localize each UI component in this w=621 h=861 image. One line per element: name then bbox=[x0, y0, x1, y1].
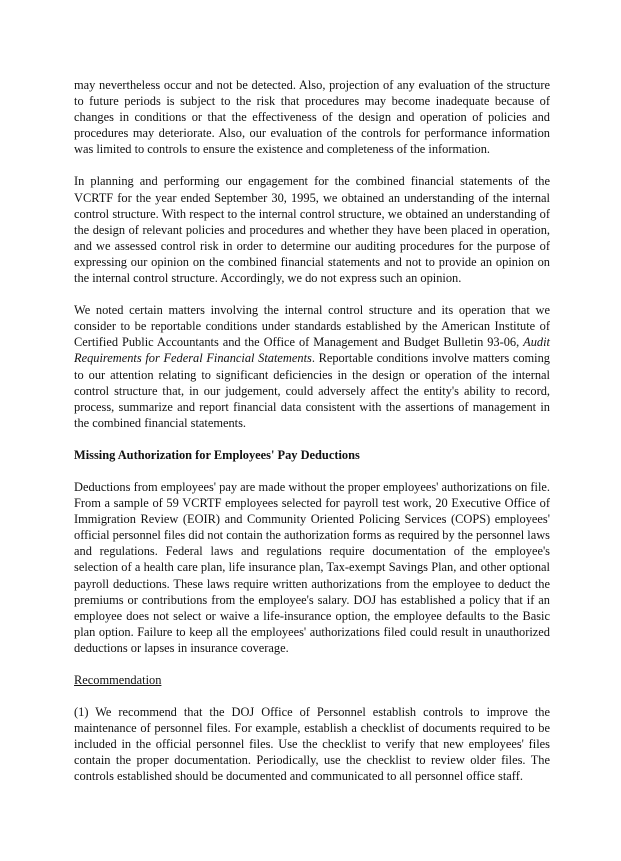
document-page bbox=[74, 77, 550, 801]
bulletin-title: Audit Requirements for Federal Financial Statements bbox=[74, 335, 550, 366]
paragraph-reportable-conditions bbox=[74, 302, 550, 431]
paragraph-missing-authorization: Deductions from employees' pay are made without the proper employees' authorizations on file. From a sample of 59 VCRTF employees selected for payroll test work, 20 Executive Office of Immigration Review (EOIR) and Community Oriented Policing Services (COPS) employees' official personnel files did not contain the authorization forms as required by the personnel laws and regulations. Federal laws and regulations require documentation of the employee's selection of a health care plan, life insurance plan, Tax-exempt Savings Plan, and other optional payroll deductions. These laws require written authorizations from the employee to deduct the premiums or contributions from the employee's salary. DOJ has established a policy that if an employee does not select or waive a life-insurance option, the employee defaults to the Basic plan option. Failure to keep all the employees' authorizations filed could result in unauthorized deductions or lapses in insurance coverage. bbox=[74, 479, 550, 655]
reportable-conditions-text-1: We noted certain matters involving the internal control structure and its operation that we consider to be reportable conditions under standards established by the American Institute of Certified Public Accountants and the Office of Management and Budget Bulletin 93-06, bbox=[74, 303, 550, 350]
paragraph-engagement-planning: In planning and performing our engagement for the combined financial statements of the VCRTF for the year ended September 30, 1995, we obtained an understanding of the internal control structure. With respect to the internal control structure, we obtained an understanding of the design of relevant policies and procedures and whether they have been placed in operation, and we assessed control risk in order to determine our auditing procedures for the purpose of expressing our opinion on the combined financial statements and not to provide an opinion on the internal control structure. Accordingly, we do not express such an opinion. bbox=[74, 174, 550, 286]
section-heading: Missing Authorization for Employees' Pay Deductions bbox=[74, 447, 360, 462]
paragraph-control-limitations: may nevertheless occur and not be detected. Also, projection of any evaluation of the structure to future periods is subject to the risk that procedures may become inadequate because of changes in conditions or that the effectiveness of the design and operation of policies and procedures may deteriorate. Also, our evaluation of the controls for performance information was limited to controls to ensure the existence and completeness of the information. bbox=[74, 78, 550, 157]
reportable-conditions-text-2: . Reportable conditions involve matters coming to our attention relating to significant deficiencies in the design or operation of the internal control structure that, in our judgement, could adversely affect the entity's ability to record, process, summarize and report financial data consistent with the assertions of management in the combined financial statements. bbox=[74, 351, 551, 430]
paragraph-recommendation: (1) We recommend that the DOJ Office of Personnel establish controls to improve the maintenance of personnel files. For example, establish a checklist of documents required to be included in the official personnel files. Use the checklist to verify that new employees' files contain the proper documentation. Periodically, use the checklist to review older files. The controls established should be documented and communicated to all personnel office staff. bbox=[74, 705, 550, 784]
recommendation-heading: Recommendation bbox=[74, 673, 162, 687]
